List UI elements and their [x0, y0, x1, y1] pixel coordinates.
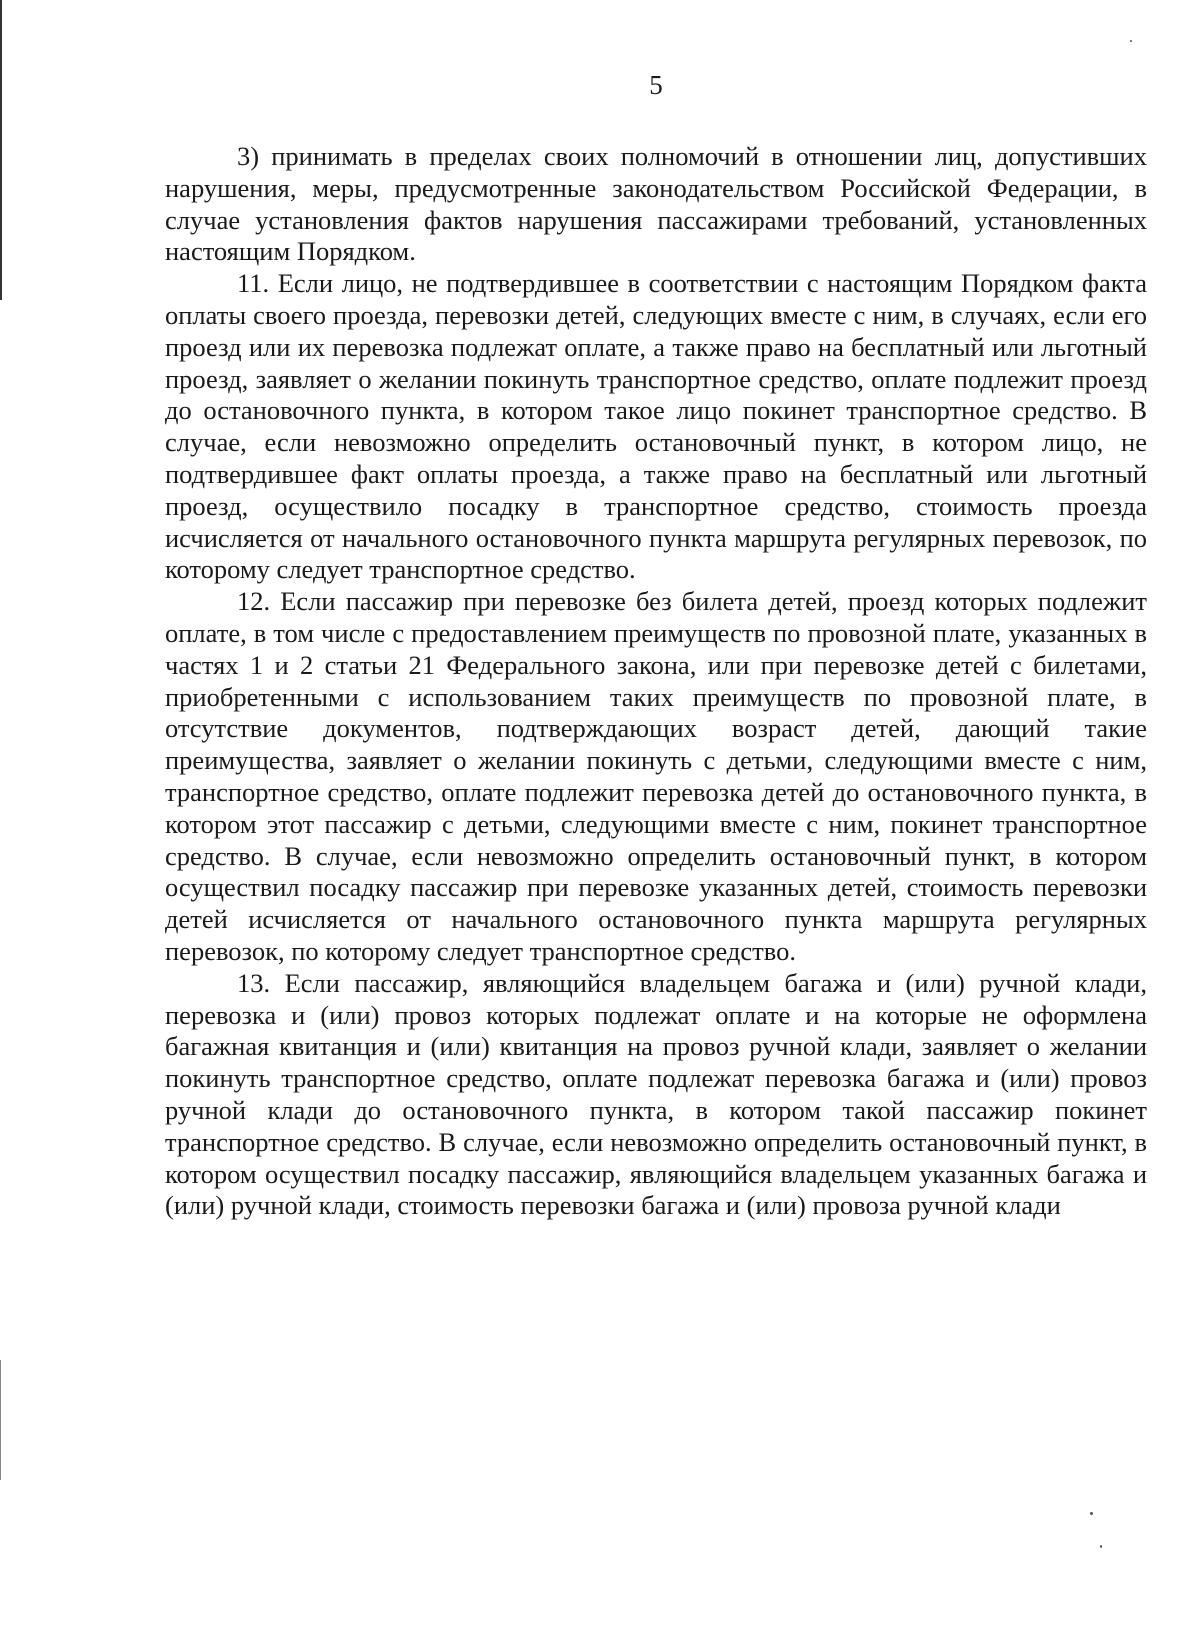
- paragraph-item-3: 3) принимать в пределах своих полномочий в отношении лиц, допустивших нарушения, меры, предусмотренные законодательством Российской Федерации, в случае установления фактов нарушения пассажирами требований, установленных настоящим Порядком.: [165, 141, 1147, 267]
- page-number: 5: [649, 70, 663, 100]
- scan-edge-mark: [0, 1360, 1, 1480]
- paragraph-clause-12: 12. Если пассажир при перевозке без билета детей, проезд которых подлежит оплате, в том числе с предоставлением преимуществ по провозной плате, указанных в частях 1 и 2 статьи 21 Федерального закона, или при перевозке детей с билетами, приобретенными с использованием таких преимуществ по провозной плате, в отсутствие документов, подтверждающих возраст детей, дающий такие преимущества, заявляет о желании покинуть с детьми, следующими вместе с ним, транспортное средство, оплате подлежит перевозка детей до остановочного пункта, в котором этот пассажир с детьми, следующими вместе с ним, покинет транспортное средство. В случае, если невозможно определить остановочный пункт, в котором осуществил посадку пассажир при перевозке указанных детей, стоимость перевозки детей исчисляется от начального остановочного пункта маршрута регулярных перевозок, по которому следует транспортное средство.: [165, 586, 1147, 966]
- paragraph-clause-11: 11. Если лицо, не подтвердившее в соответствии с настоящим Порядком факта оплаты своего проезда, перевозки детей, следующих вместе с ним, в случаях, если его проезд или их перевозка подлежат оплате, а также право на бесплатный или льготный проезд, заявляет о желании покинуть транспортное средство, оплате подлежит проезд до остановочного пункта, в котором такое лицо покинет транспортное средство. В случае, если невозможно определить остановочный пункт, в котором лицо, не подтвердившее факт оплаты проезда, а также право на бесплатный или льготный проезд, осуществило посадку в транспортное средство, стоимость проезда исчисляется от начального остановочного пункта маршрута регулярных перевозок, по которому следует транспортное средство.: [165, 268, 1147, 585]
- paragraph-clause-13: 13. Если пассажир, являющийся владельцем багажа и (или) ручной клади, перевозка и (или) провоз которых подлежат оплате и на которые не оформлена багажная квитанция и (или) квитанция на провоз ручной клади, заявляет о желании покинуть транспортное средство, оплате подлежат перевозка багажа и (или) провоз ручной клади до остановочного пункта, в котором такой пассажир покинет транспортное средство. В случае, если невозможно определить остановочный пункт, в котором осуществил посадку пассажир, являющийся владельцем указанных багажа и (или) ручной клади, стоимость перевозки багажа и (или) провоза ручной клади: [165, 967, 1147, 1221]
- scan-edge-mark: [0, 0, 2, 300]
- scan-speck: [1130, 40, 1132, 42]
- scan-speck: [1090, 1512, 1093, 1515]
- document-body: [165, 141, 1147, 1222]
- scan-speck: [1100, 1545, 1102, 1548]
